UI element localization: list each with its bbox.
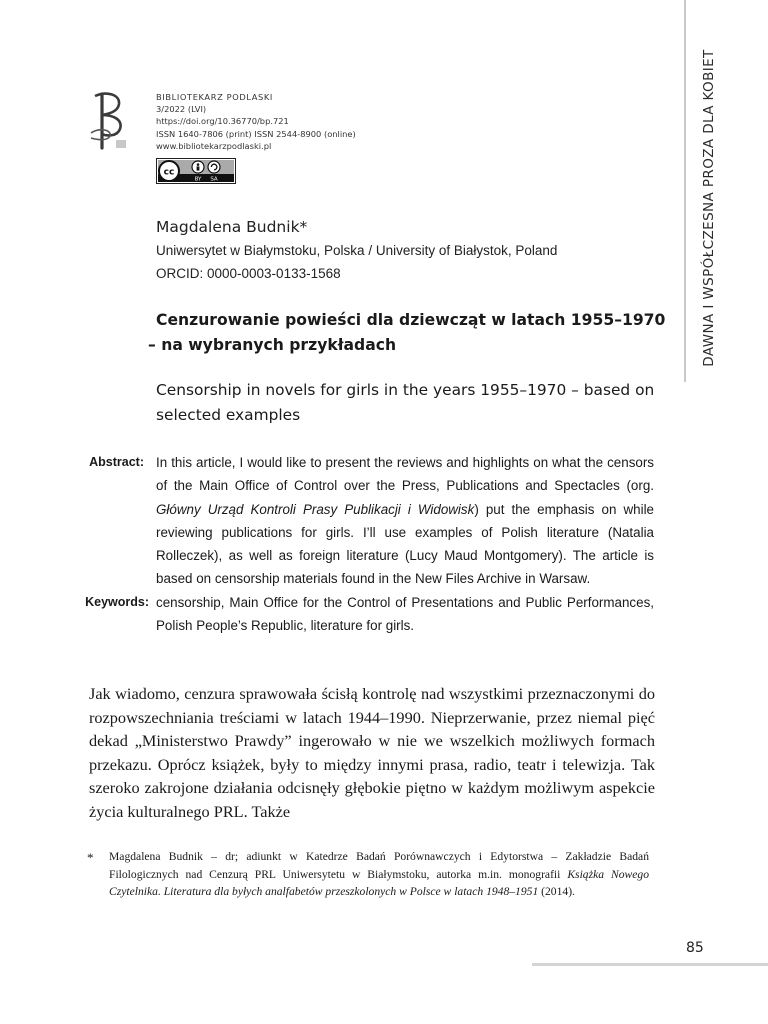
journal-issue: 3/2022 (LVI) <box>156 104 207 115</box>
author-orcid[interactable]: ORCID: 0000-0003-0133-1568 <box>156 266 341 281</box>
abstract-italic-org-name: Główny Urząd Kontroli Prasy Publikacji i Widowisk <box>156 501 475 517</box>
issn-line: ISSN 1640-7806 (print) ISSN 2544-8900 (online) <box>156 128 356 139</box>
cc-label: cc <box>163 167 175 178</box>
title-line-1: Cenzurowanie powieści dla dziewcząt w latach 1955–1970 <box>156 311 666 329</box>
title-line-2: – na wybranych przykładach <box>148 336 397 354</box>
bottom-rule <box>532 963 768 966</box>
keywords-text: censorship, Main Office for the Control of Presentations and Public Performances, Polish People’s Republic, literature for girls. <box>156 595 654 634</box>
journal-metadata <box>156 91 356 152</box>
side-rule <box>684 0 686 382</box>
journal-name: BIBLIOTEKARZ PODLASKI <box>156 92 273 102</box>
website-link[interactable]: www.bibliotekarzpodlaski.pl <box>156 140 272 151</box>
by-label: BY <box>194 176 202 183</box>
share-alike-icon <box>208 161 220 173</box>
doi-link[interactable]: https://doi.org/10.36770/bp.721 <box>156 116 289 127</box>
journal-logo-icon <box>86 88 130 154</box>
sa-label: SA <box>210 176 218 183</box>
keywords-label: Keywords: <box>85 595 149 609</box>
abstract-text: In this article, I would like to present the reviews and highlights on what the censors of the Main Office of Control over the Press, Publications and Spectacles (org. Główny Urząd Kontroli Prasy Publikacji i Widowisk) put the emphasis on while reviewing publications for girls. I’ll use examples of Polish literature (Natalia Rolleczek), as well as foreign literature (Lucy Maud Montgomery). The article is based on censorship materials found in the New Files Archive in Warsaw. <box>156 455 654 587</box>
article-title-polish <box>148 308 666 358</box>
author-affiliation: Uniwersytet w Białymstoku, Polska / University of Białystok, Poland <box>156 243 558 258</box>
footnote-text: Magdalena Budnik – dr; adiunkt w Katedrze Badań Porównawczych i Edytorstwa – Zakładzie Badań Filologicznych nad Cenzurą PRL Uniwersytetu w Białymstoku, autorka m.in. monografii Książka Nowego Czytelnika. Literatura dla byłych analfabetów przeszkolonych w Polsce w latach 1948–1951 (2014). <box>109 850 649 899</box>
article-title-english: Censorship in novels for girls in the years 1955–1970 – based on selected examples <box>156 381 655 424</box>
footnote-italic-book-title: Książka Nowego Czytelnika. Literatura dla byłych analfabetów przeszkolonych w Polsce w latach 1948–1951 <box>109 867 649 899</box>
running-section-title: DAWNA I WSPÓŁCZESNA PROZA DLA KOBIET <box>701 49 717 367</box>
author-name: Magdalena Budnik* <box>156 218 308 236</box>
page-number: 85 <box>686 940 704 956</box>
body-paragraph: Jak wiadomo, cenzura sprawowała ścisłą kontrolę nad wszystkimi przeznaczonymi do rozpowszechniania treściami w latach 1944–1990. Nieprzerwanie, przez niemal pięć dekad „Ministerstwo Prawdy” ingerowało w nie we wszelkich możliwych formach przekazu. Oprócz książek, były to między innymi prasa, radio, teatr i telewizja. Tak szeroko zakrojone działania odcisnęły głębokie piętno w każdym możliwym aspekcie życia kulturalnego PRL. Także <box>89 684 655 821</box>
footnote-mark: * <box>87 850 94 865</box>
cc-license-badge[interactable] <box>156 158 236 184</box>
abstract-label: Abstract: <box>89 455 144 469</box>
